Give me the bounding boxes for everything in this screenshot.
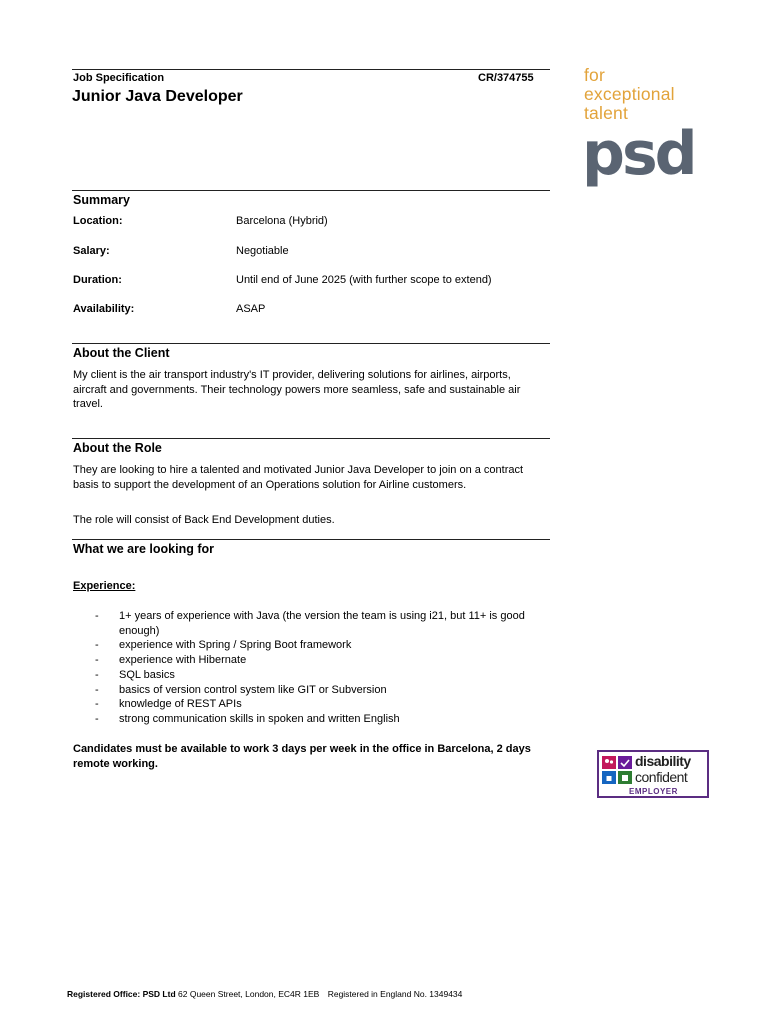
- list-item-text: SQL basics: [119, 668, 175, 681]
- tagline-line: exceptional: [584, 84, 675, 104]
- salary-value: Negotiable: [236, 245, 289, 257]
- badge-line-2: confident: [635, 769, 688, 785]
- about-role-heading: About the Role: [73, 441, 162, 455]
- list-item-text: knowledge of REST APIs: [119, 698, 242, 711]
- list-item-text: strong communication skills in spoken and written English: [119, 712, 400, 725]
- location-value: Barcelona (Hybrid): [236, 215, 328, 227]
- tagline-line: talent: [584, 103, 629, 123]
- list-item: [95, 638, 535, 653]
- badge-line-1: disability: [635, 753, 691, 769]
- list-item-text: basics of version control system like GIT or Subversion: [119, 683, 387, 696]
- disability-confident-badge: [597, 750, 709, 798]
- footer: [67, 989, 462, 999]
- tagline: [584, 66, 675, 123]
- bullet-dash: -: [95, 610, 99, 622]
- psd-logo-text: psd: [582, 126, 695, 189]
- salary-label: Salary:: [73, 245, 110, 257]
- about-role-rule: [72, 438, 550, 439]
- list-item: [95, 697, 535, 712]
- experience-subheading: Experience:: [73, 580, 136, 592]
- about-client-rule: [72, 343, 550, 344]
- footer-address: 62 Queen Street, London, EC4R 1EB: [178, 989, 320, 999]
- badge-icons: [602, 756, 636, 788]
- bullet-dash: -: [95, 639, 99, 652]
- badge-line-3: EMPLOYER: [629, 787, 678, 796]
- about-client-heading: About the Client: [73, 346, 170, 360]
- about-role-paragraph: They are looking to hire a talented and motivated Junior Java Developer to join on a contract basis to support the development of an Operations solution for Airline customers.: [73, 464, 524, 491]
- doc-type-label: Job Specification: [73, 72, 165, 84]
- list-item: [95, 609, 535, 638]
- location-label: Location:: [73, 215, 123, 227]
- bullet-dash: -: [95, 668, 99, 681]
- list-item: [95, 683, 535, 698]
- list-item: [95, 712, 535, 727]
- looking-for-rule: [72, 539, 550, 540]
- bullet-dash: -: [95, 683, 99, 696]
- reference-number: CR/374755: [478, 72, 534, 84]
- bullet-dash: -: [95, 654, 99, 667]
- summary-heading: Summary: [73, 193, 130, 207]
- duration-value: Until end of June 2025 (with further scope to extend): [236, 274, 492, 286]
- availability-value: ASAP: [236, 303, 266, 315]
- list-item-text: experience with Hibernate: [119, 654, 247, 667]
- bullet-dash: -: [95, 712, 99, 725]
- footer-registration: Registered in England No. 1349434: [327, 989, 463, 999]
- experience-list: [95, 609, 535, 727]
- list-item: [95, 668, 535, 683]
- header-top-rule: [72, 69, 550, 70]
- list-item-text: experience with Spring / Spring Boot framework: [119, 639, 352, 652]
- about-client-text: My client is the air transport industry's IT provider, delivering solutions for airlines, airports, aircraft and governments. Their technology powers more seamless, safe and sustainable air travel.: [73, 369, 521, 411]
- footer-company: PSD Ltd: [142, 989, 176, 999]
- list-item: [95, 653, 535, 668]
- about-role-paragraph: The role will consist of Back End Development duties.: [73, 514, 335, 526]
- footer-office-label: Registered Office:: [67, 989, 141, 999]
- job-title: Junior Java Developer: [72, 88, 243, 105]
- looking-for-heading: What we are looking for: [73, 542, 214, 556]
- psd-logo: [582, 126, 702, 192]
- availability-note: Candidates must be available to work 3 days per week in the office in Barcelona, 2 days remote working.: [73, 743, 531, 770]
- duration-label: Duration:: [73, 274, 122, 286]
- availability-label: Availability:: [73, 303, 135, 315]
- tagline-line: for: [584, 65, 606, 85]
- list-item-text: 1+ years of experience with Java (the version the team is using i21, but 11+ is good enough): [119, 610, 525, 637]
- summary-rule: [72, 190, 550, 191]
- bullet-dash: -: [95, 698, 99, 711]
